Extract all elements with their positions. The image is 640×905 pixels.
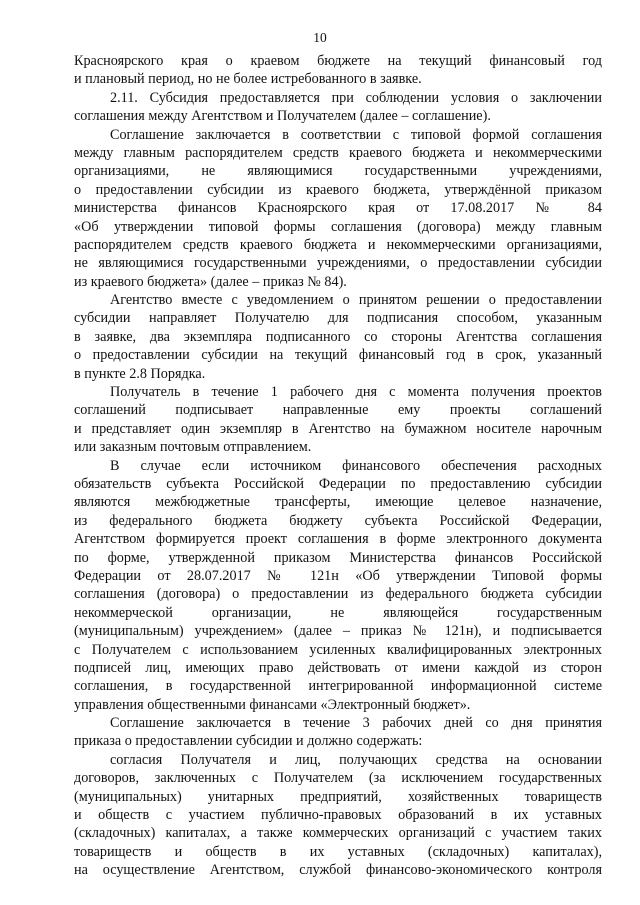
text-line: управления общественными финансами «Электронный бюджет».	[74, 696, 471, 713]
text-line: по форме, утвержденной приказом Министерства финансов Российской	[74, 549, 602, 566]
text-line: или заказным почтовым отправлением.	[74, 439, 312, 456]
text-line: 2.11. Субсидия предоставляется при соблюдении условия о заключении	[110, 89, 602, 106]
text-line: Соглашение заключается в течение 3 рабочих дней со дня принятия	[110, 715, 602, 732]
text-line: договоров, заключенных с Получателем (за исключением государственных	[74, 770, 602, 787]
text-line: соглашений подписывает направленные ему проекты соглашений	[74, 402, 602, 419]
text-line: между главным распорядителем средств краевого бюджета и некоммерческими	[74, 144, 602, 161]
text-line: Соглашение заключается в соответствии с типовой формой соглашения	[110, 126, 602, 143]
text-line: «Об утверждении типовой формы соглашения (договора) между главным	[74, 218, 602, 235]
text-line: министерства финансов Красноярского края от 17.08.2017 № 84	[74, 200, 602, 217]
text-line: (муниципальных) унитарных предприятий, хозяйственных товариществ	[74, 788, 602, 805]
text-line: подписей лиц, имеющих право действовать от имени каждой из сторон	[74, 659, 602, 676]
text-line: В случае если источником финансового обеспечения расходных	[110, 457, 602, 474]
text-line: в пункте 2.8 Порядка.	[74, 365, 206, 382]
text-line: из федерального бюджета бюджету субъекта Российской Федерации,	[74, 512, 602, 529]
text-line: Красноярского края о краевом бюджете на текущий финансовый год	[74, 53, 602, 69]
text-line: (складочных) капиталах, а также коммерческих организаций с участием таких	[74, 825, 602, 842]
document-body	[74, 52, 602, 880]
text-line: соглашения (договора) о предоставлении из федерального бюджета субсидии	[74, 586, 602, 603]
text-line: распорядителем средств краевого бюджета и некоммерческими организациями,	[74, 236, 602, 253]
text-line: некоммерческой организации, не являющейся государственным	[74, 604, 602, 621]
text-line: и плановый период, но не более истребованного в заявке.	[74, 71, 422, 88]
text-line: из краевого бюджета» (далее – приказ № 84).	[74, 273, 347, 290]
text-line: Федерации от 28.07.2017 № 121н «Об утверждении Типовой формы	[74, 567, 602, 584]
text-line: являются межбюджетные трансферты, имеющие целевое назначение,	[74, 494, 602, 511]
text-line: не являющимися государственными учреждениями, о предоставлении субсидии	[74, 255, 602, 272]
text-line: о предоставлении субсидии из краевого бюджета, утверждённой приказом	[74, 181, 602, 198]
text-line: приказа о предоставлении субсидии и должно содержать:	[74, 733, 423, 750]
text-line: (муниципальным) учреждением» (далее – приказ № 121н), и подписывается	[74, 623, 602, 640]
text-line: согласия Получателя и лиц, получающих средства на основании	[110, 751, 602, 768]
text-line: Агентством формируется проект соглашения в форме электронного документа	[74, 531, 602, 548]
page-number: 10	[313, 30, 327, 45]
text-line: и представляет один экземпляр в Агентство на бумажном носителе нарочным	[74, 420, 602, 437]
text-line: Агентство вместе с уведомлением о принятом решении о предоставлении	[110, 292, 602, 309]
text-line: соглашения, в государственной интегрированной информационной системе	[74, 678, 602, 695]
text-line: на осуществление Агентством, службой финансово-экономического контроля	[74, 862, 602, 879]
text-line: в заявке, два экземпляра подписанного со стороны Агентства соглашения	[74, 328, 602, 345]
text-line: обязательств субъекта Российской Федерации по предоставлению субсидии	[74, 475, 602, 492]
text-line: Получатель в течение 1 рабочего дня с момента получения проектов	[110, 384, 602, 401]
text-line: соглашения между Агентством и Получателем (далее – соглашение).	[74, 108, 491, 125]
text-line: товариществ и обществ в их уставных (складочных) капиталах),	[74, 843, 602, 860]
text-line: и обществ с участием публично-правовых образований в их уставных	[74, 807, 602, 824]
text-line: с Получателем с использованием усиленных квалифицированных электронных	[74, 641, 602, 658]
text-line: о предоставлении субсидии на текущий финансовый год в срок, указанный	[74, 347, 602, 364]
text-line: организациями, не являющимися государственными учреждениями,	[74, 163, 602, 180]
text-line: субсидии направляет Получателю для подписания способом, указанным	[74, 310, 602, 327]
